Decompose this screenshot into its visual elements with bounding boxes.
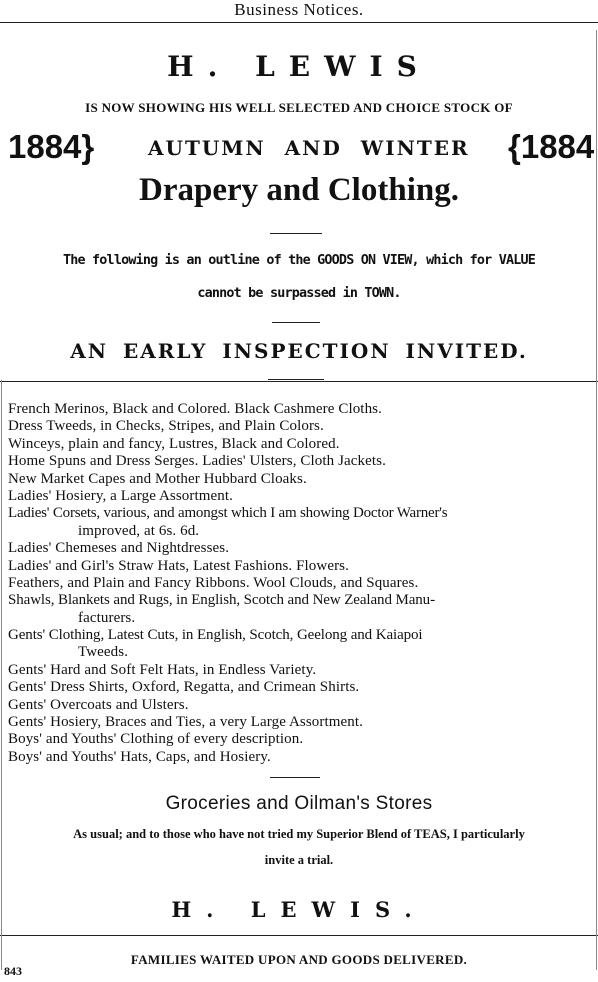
list-item: Ladies' and Girl's Straw Hats, Latest Fashions. Flowers.	[8, 557, 349, 574]
merchant-name: H. LEWIS	[167, 50, 431, 83]
list-item: Dress Tweeds, in Checks, Stripes, and Plain Colors.	[8, 418, 324, 435]
left-margin-line	[1, 380, 2, 970]
list-item-continuation: Tweeds.	[78, 644, 129, 661]
divider-3b	[268, 379, 324, 380]
list-item: Boys' and Youths' Clothing of every description.	[8, 731, 304, 748]
section-header: Business Notices.	[234, 0, 364, 19]
right-margin-line	[596, 30, 597, 970]
list-item: Gents' Clothing, Latest Cuts, in English, Scotch, Geelong and Kaiapoi	[8, 627, 423, 644]
year-right: {1884	[508, 128, 595, 165]
divider-3	[0, 381, 598, 382]
list-item-continuation: facturers.	[78, 609, 136, 626]
headline: Drapery and Clothing.	[139, 172, 459, 208]
showing-line: IS NOW SHOWING HIS WELL SELECTED AND CHOICE STOCK OF	[85, 100, 513, 115]
list-item: Gents' Hard and Soft Felt Hats, in Endless Variety.	[8, 661, 317, 678]
list-item: Home Spuns and Dress Serges. Ladies' Ulsters, Cloth Jackets.	[8, 453, 386, 470]
list-item: Feathers, and Plain and Fancy Ribbons. Wool Clouds, and Squares.	[8, 574, 419, 591]
list-item: French Merinos, Black and Colored. Black Cashmere Cloths.	[8, 401, 382, 417]
list-item: Shawls, Blankets and Rugs, in English, Scotch and New Zealand Manu-	[8, 592, 435, 609]
list-item-continuation: improved, at 6s. 6d.	[78, 522, 200, 539]
inspection-invite: AN EARLY INSPECTION INVITED.	[70, 339, 528, 363]
merchant-name-footer: H. LEWIS.	[171, 897, 427, 922]
divider-2	[272, 322, 320, 323]
list-item: Boys' and Youths' Hats, Caps, and Hosiery.	[8, 748, 271, 765]
list-item: Gents' Overcoats and Ulsters.	[8, 696, 189, 713]
outline-line-2: cannot be surpassed in TOWN.	[197, 286, 401, 301]
header-rule	[0, 22, 598, 23]
outline-line-1: The following is an outline of the GOODS ON VIEW, which for VALUE	[62, 253, 536, 268]
divider-4	[270, 777, 320, 778]
list-item: New Market Capes and Mother Hubbard Cloaks.	[8, 470, 307, 487]
tea-notice: As usual; and to those who have not tried my Superior Blend of TEAS, I particularly	[73, 827, 525, 841]
tea-notice-continuation: invite a trial.	[264, 853, 334, 867]
year-left: 1884}	[8, 128, 95, 165]
goods-list	[8, 401, 594, 766]
groceries-heading: Groceries and Oilman's Stores	[165, 793, 433, 814]
delivery-notice: FAMILIES WAITED UPON AND GOODS DELIVERED.	[130, 952, 468, 967]
page-number: 843	[4, 964, 22, 978]
season-title: AUTUMN AND WINTER	[148, 136, 470, 160]
list-item: Winceys, plain and fancy, Lustres, Black and Colored.	[8, 435, 340, 452]
divider-1	[270, 233, 322, 234]
list-item: Ladies' Corsets, various, and amongst which I am showing Doctor Warner's	[8, 505, 448, 522]
list-item: Gents' Dress Shirts, Oxford, Regatta, and Crimean Shirts.	[8, 679, 360, 696]
list-item: Ladies' Chemeses and Nightdresses.	[8, 540, 230, 557]
list-item: Ladies' Hosiery, a Large Assortment.	[8, 487, 233, 504]
list-item: Gents' Hosiery, Braces and Ties, a very Large Assortment.	[8, 714, 364, 731]
footer-rule	[0, 935, 598, 936]
